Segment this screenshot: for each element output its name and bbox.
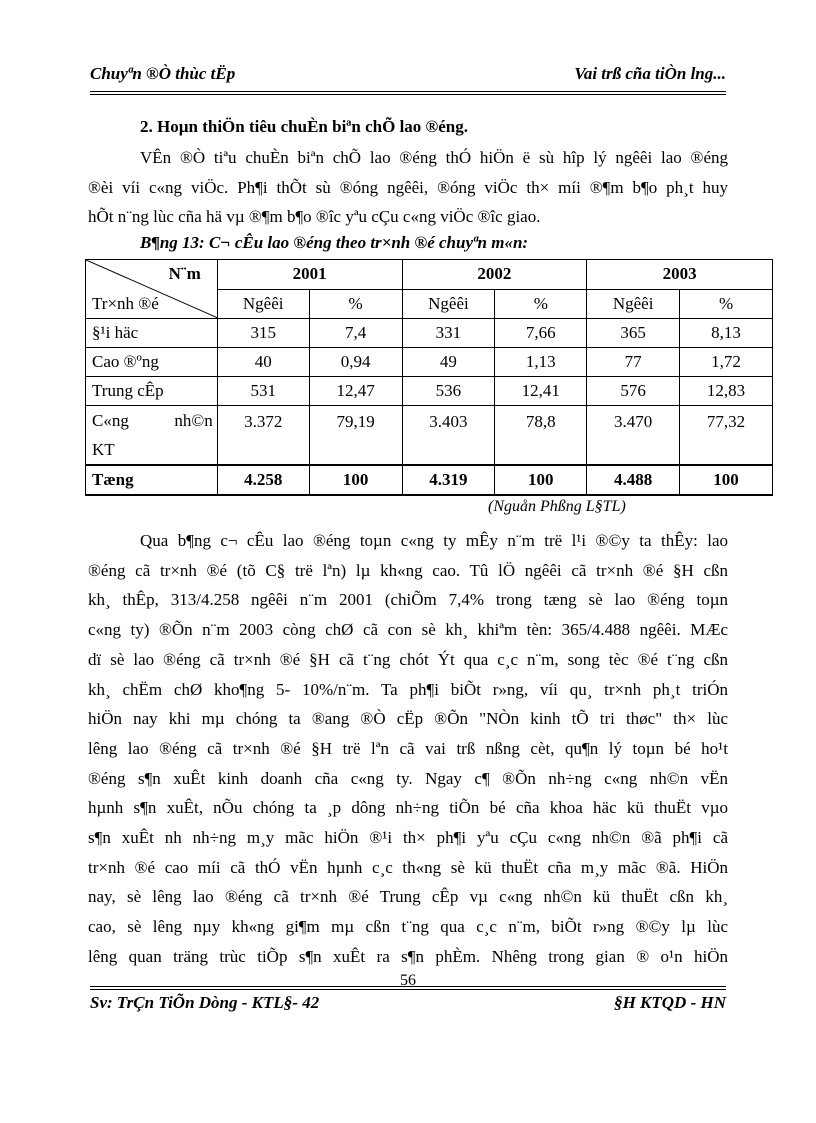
header-rule-double (90, 94, 726, 95)
sub-header: % (309, 289, 402, 319)
body-line: cao, sè lêng nµy kh«ng gi¶m mµ cßn t¨ng qua c¸c n¨m, biÕt r»ng ®©y lµ lùc (88, 917, 728, 937)
cell: 3.372 (217, 406, 309, 466)
row-label-line: C«ng nh©n (92, 411, 213, 430)
row-label: §¹i häc (86, 319, 218, 348)
cell: 7,66 (495, 319, 587, 348)
table-row (86, 348, 773, 377)
body-line: s¶n xuÊt nh nh÷ng m¸y mãc hiÖn ®¹i th× ph¶i yªu cÇu c«ng nh©n ®ã ph¶i cã (88, 828, 728, 848)
total-label: Tæng (86, 465, 218, 495)
footer-author: Sv: TrÇn TiÕn Dòng - KTL§- 42 (90, 993, 320, 1012)
header-rule (90, 91, 726, 92)
cell: 12,47 (309, 377, 402, 406)
cell: 1,72 (680, 348, 773, 377)
body-line: c«ng ty) ®Õn n¨m 2003 còng chØ cã con sè kh¸ khiªm tèn: 365/4.488 ngêêi. MÆc (88, 620, 728, 640)
row-label (86, 406, 218, 466)
cell: 1,13 (495, 348, 587, 377)
cell: 7,4 (309, 319, 402, 348)
body-line: dï sè lao ®éng cã tr×nh ®é §H cã t¨ng chót Ýt qua c¸c n¨m, song tèc ®é t¨ng cßn (88, 649, 728, 669)
cell: 365 (587, 319, 680, 348)
table-row (86, 377, 773, 406)
cell: 77,32 (680, 406, 773, 466)
year-header: 2001 (217, 260, 402, 290)
intro-line: ®èi víi c«ng viÖc. Ph¶i thÕt sù ®óng ngêêi, ®óng viÖc th× míi ®¶m b¶o ph¸t huy (88, 177, 728, 197)
cell: 49 (402, 348, 495, 377)
row-label-line: KT (92, 440, 115, 459)
cell: 79,19 (309, 406, 402, 466)
footer-rule (90, 986, 726, 987)
cell: 8,13 (680, 319, 773, 348)
cell: 77 (587, 348, 680, 377)
cell: 331 (402, 319, 495, 348)
body-line: ®éng cã tr×nh ®é (tõ C§ trë lªn) lµ kh«ng cao. Tû lÖ ngêêi cã tr×nh ®é §H cßn (88, 560, 728, 580)
cell: 78,8 (495, 406, 587, 466)
corner-year-label: N¨m (168, 264, 201, 283)
body-line: lêng lao ®éng cã tr×nh ®é §H trë lªn cã vai trß nßng cèt, qu¶n lý toµn bé ho¹t (88, 738, 728, 758)
footer-rule-double (90, 989, 726, 990)
sub-header: Ngêêi (587, 289, 680, 319)
body-line: Qua b¶ng c¬ cÊu lao ®éng toµn c«ng ty mÊy n¨m trë l¹i ®©y ta thÊy: lao (140, 531, 728, 550)
sub-header: % (680, 289, 773, 319)
body-line: hiÖn nay khi mµ chóng ta ®ang ®Ò cËp ®Õn "NÒn kinh tÕ tri thøc" th× lùc (88, 709, 728, 729)
intro-line: VÊn ®Ò tiªu chuÈn biªn chÕ lao ®éng thÓ hiÖn ë sù hîp lý ngêêi lao ®éng (140, 148, 728, 167)
total-cell: 4.258 (217, 465, 309, 495)
body-line: nay, sè lêng lao ®éng cã tr×nh ®é Trung cÊp vµ c«ng nh©n kü thuËt cßn kh¸ (88, 887, 728, 907)
page-header (90, 64, 726, 88)
footer-institution: §H KTQD - HN (614, 993, 726, 1012)
total-cell: 4.488 (587, 465, 680, 495)
sub-header: Ngêêi (402, 289, 495, 319)
table-total-row (86, 465, 773, 495)
total-cell: 100 (309, 465, 402, 495)
table-caption: B¶ng 13: C¬ cÊu lao ®éng theo tr×nh ®é chuyªn m«n: (140, 233, 529, 252)
body-line: hµnh s¶n xuÊt, nÕu chóng ta ¸p dông nh÷ng tiÕn bé cña khoa häc kü thuËt vµo (88, 798, 728, 818)
page-footer (90, 993, 726, 1017)
body-line: ®éng s¶n xuÊt kinh doanh cña c«ng ty. Ngay c¶ ®Õn nh÷ng c«ng nh©n vËn (88, 768, 728, 788)
header-left-title: Chuyªn ®Ò thùc tËp (90, 64, 236, 83)
cell: 12,41 (495, 377, 587, 406)
header-right-title: Vai trß cña tiÒn lng... (574, 64, 726, 83)
table-corner-cell (86, 260, 218, 319)
cell: 576 (587, 377, 680, 406)
page-number: 56 (400, 972, 416, 989)
total-cell: 100 (680, 465, 773, 495)
year-header: 2002 (402, 260, 587, 290)
body-line: lêng quan träng trùc tiÕp s¶n xuÊt ra s¶n phÈm. Nhêng trong gian ® o¹n hiÖn (88, 946, 728, 966)
table-row (86, 406, 773, 466)
total-cell: 100 (495, 465, 587, 495)
cell: 12,83 (680, 377, 773, 406)
table-row (86, 319, 773, 348)
table-header-row (86, 260, 773, 290)
intro-paragraph (88, 143, 728, 232)
row-label: Cao ®ºng (86, 348, 218, 377)
body-line: kh¸ thÊp, 313/4.258 ngêêi n¨m 2001 (chiÕm 7,4% trong tæng sè lao ®éng toµn (88, 590, 728, 610)
year-header: 2003 (587, 260, 773, 290)
body-paragraph (88, 526, 728, 972)
cell: 0,94 (309, 348, 402, 377)
staff-qualification-table (85, 259, 773, 496)
corner-level-label: Tr×nh ®é (92, 294, 159, 313)
total-cell: 4.319 (402, 465, 495, 495)
cell: 531 (217, 377, 309, 406)
sub-header: Ngêêi (217, 289, 309, 319)
table-source-note: (Nguån Phßng L§TL) (488, 498, 626, 515)
body-line: tr×nh ®é cao míi cã thÓ vËn hµnh c¸c th«ng sè kü thuËt cña m¸y mãc ®ã. HiÖn (88, 857, 728, 877)
cell: 536 (402, 377, 495, 406)
cell: 3.403 (402, 406, 495, 466)
sub-header: % (495, 289, 587, 319)
row-label: Trung cÊp (86, 377, 218, 406)
cell: 40 (217, 348, 309, 377)
cell: 3.470 (587, 406, 680, 466)
body-line: kh¸ chËm chØ kho¶ng 5- 10%/n¨m. Ta ph¶i biÕt r»ng, víi qu¸ tr×nh ph¸t triÓn (88, 679, 728, 699)
intro-line: hÕt n¨ng lùc cña hä vµ ®¶m b¶o ®îc yªu cÇu c«ng viÖc ®îc giao. (88, 207, 541, 227)
section-heading: 2. Hoµn thiÖn tiêu chuÈn biªn chÕ lao ®éng. (140, 117, 468, 136)
cell: 315 (217, 319, 309, 348)
